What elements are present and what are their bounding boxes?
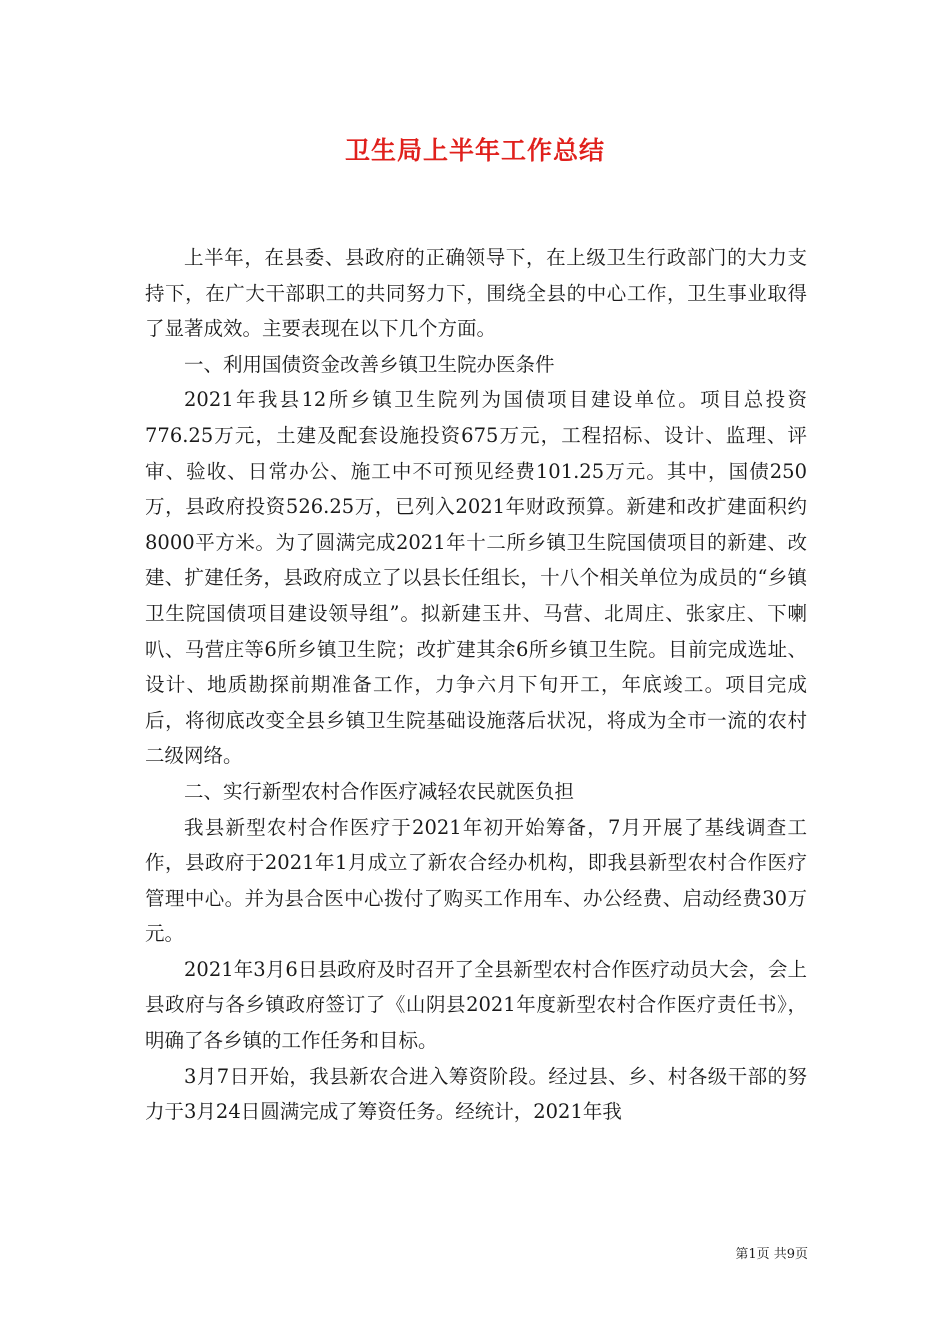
paragraph-section-2-c: 3月7日开始，我县新农合进入筹资阶段。经过县、乡、村各级干部的努力于3月24日圆满完成了筹资任务。经统计，2021年我 <box>145 1064 807 1124</box>
document-body <box>145 240 807 1130</box>
document-title: 卫生局上半年工作总结 <box>344 136 605 165</box>
paragraph-section-2-b: 2021年3月6日县政府及时召开了全县新型农村合作医疗动员大会，会上县政府与各乡镇政府签订了《山阴县2021年度新型农村合作医疗责任书》，明确了各乡镇的工作任务和目标。 <box>145 957 807 1053</box>
paragraph-section-1: 2021年我县12所乡镇卫生院列为国债项目建设单位。项目总投资776.25万元，土建及配套设施投资675万元，工程招标、设计、监理、评审、验收、日常办公、施工中不可预见经费101.25万元。其中，国债250万，县政府投资526.25万，已列入2021年财政预算。新建和改扩建面积约8000平方米。为了圆满完成2021年十二所乡镇卫生院国债项目的新建、改建、扩建任务，县政府成立了以县长任组长，十八个相关单位为成员的“乡镇卫生院国债项目建设领导组”。拟新建玉井、马营、北周庄、张家庄、下喇叭、马营庄等6所乡镇卫生院；改扩建其余6所乡镇卫生院。目前完成选址、设计、地质勘探前期准备工作，力争六月下旬开工，年底竣工。项目完成后，将彻底改变全县乡镇卫生院基础设施落后状况，将成为全市一流的农村二级网络。 <box>145 388 807 768</box>
paragraph-section-2-a: 我县新型农村合作医疗于2021年初开始筹备，7月开展了基线调查工作，县政府于2021年1月成立了新农合经办机构，即我县新型农村合作医疗管理中心。并为县合医中心拨付了购买工作用车、办公经费、启动经费30万元。 <box>145 815 807 946</box>
section-heading-1: 一、利用国债资金改善乡镇卫生院办医条件 <box>184 352 555 376</box>
section-heading-2: 二、实行新型农村合作医疗减轻农民就医负担 <box>184 779 575 803</box>
paragraph-intro: 上半年，在县委、县政府的正确领导下，在上级卫生行政部门的大力支持下，在广大干部职工的共同努力下，围绕全县的中心工作，卫生事业取得了显著成效。主要表现在以下几个方面。 <box>145 246 807 341</box>
page-number: 第1页 共9页 <box>735 1247 808 1262</box>
